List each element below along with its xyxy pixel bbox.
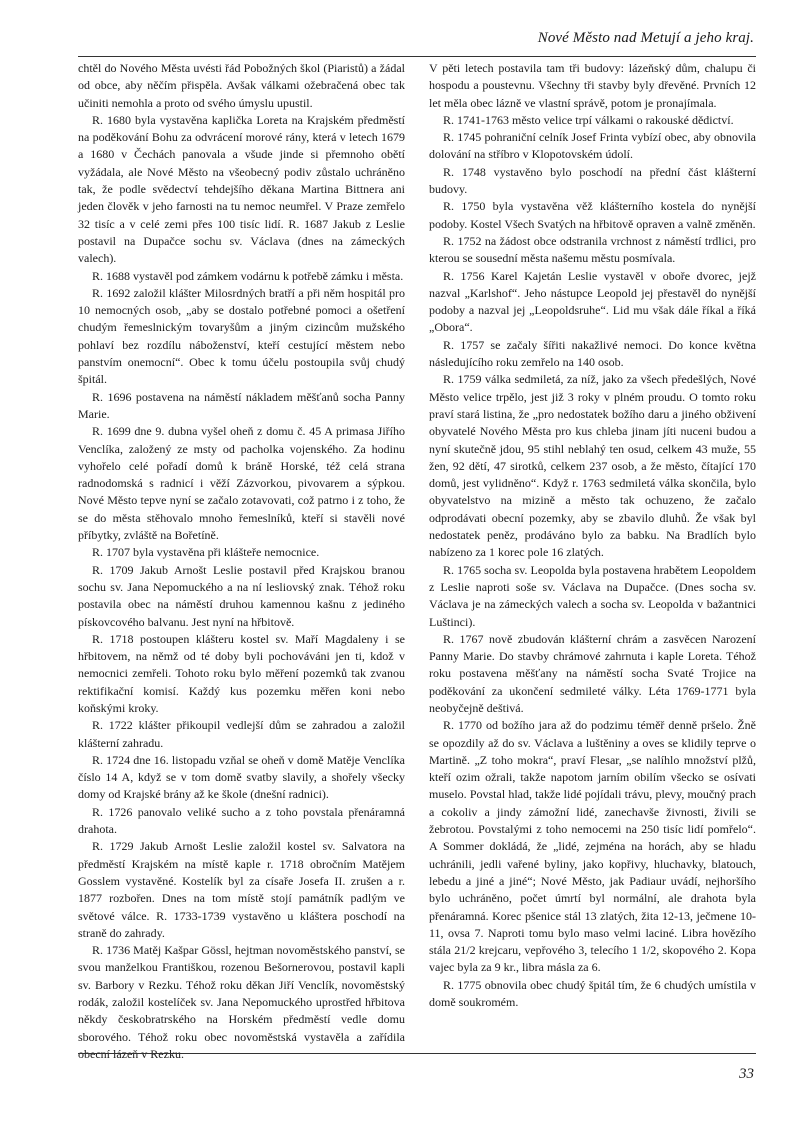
left-column — [78, 60, 405, 1050]
footer-rule — [78, 1053, 756, 1054]
paragraph: R. 1726 panovalo veliké sucho a z toho povstala přenáramná drahota. — [78, 804, 405, 837]
paragraph: chtěl do Nového Města uvésti řád Pobožných škol (Piaristů) a žádal od obce, aby něčím přispěla. Avšak válkami ožebračená obec tak učiniti nemohla a proto od svého úmyslu upustil. — [78, 61, 405, 110]
paragraph: R. 1718 postoupen klášteru kostel sv. Maří Magdaleny i se hřbitovem, na němž od té doby byli pochováváni jen ti, kdož v nemocnici zemřeli. Tohoto roku bylo měření pozemků tak zvanou rektifikační komisí. Každý kus pozemku měřen koni nebo koňskými kroky. — [78, 631, 405, 715]
paragraph: R. 1741-1763 město velice trpí válkami o rakouské dědictví. — [443, 112, 734, 127]
paragraph: R. 1745 pohraniční celník Josef Frinta vybízí obec, aby obnovila dolování na stříbro v Klopotovském údolí. — [429, 130, 756, 162]
paragraph: R. 1750 byla vystavěna věž klášterního kostela do nynější podoby. Kostel Všech Svatých na hřbitově opraven a valně změněn. — [429, 199, 756, 231]
paragraph: R. 1770 od božího jara až do podzimu téměř denně pršelo. Žně se opozdily až do sv. Václava a luštěniny a oves se klidily teprve o Martině. „Z toho mokra“, praví Flesar, „se nalíhlo množství plžů, kteří ozim ožrali, takže napotom jarním obilím všecko se osívati muselo. Povstal hlad, takže lidé pojídali trávu, plevy, moučný prach a cokoliv a jindy zámožní lidé, zanechavše živnosti, živili se žebrotou. Povstalými z toho nemocemi na 250 tisíc lidí pomřelo“. A Sommer dokládá, že „lidé, zejména na horách, aby se hladu uchránili, jedli vařené byliny, jako kopřivy, hluchavky, blatouch, lebedu a jiné a jiné“; Nové Město, jak Padiaur uvádí, nejhoršího bylo uchráněno, počet úmrtí byl normální, ale drahota byla přenáramná. Korec pšenice stál 13 zlatých, žita 12-13, ječmene 10-11, ovsa 7. Naproti tomu bylo maso velmi laciné. Libra hovězího stála 21/2 krejcaru, vepřového 3, telecího 1 1/2, skopového 2. Kopa vajec byla za 9 kr., libra másla za 6. — [429, 718, 756, 975]
paragraph: R. 1765 socha sv. Leopolda byla postavena hrabětem Leopoldem z Leslie naproti soše sv. Václava na Dupačce. (Dnes socha sv. Václava je na zámeckých valech a socha sv. Leopolda v bažantnici Luštinci). — [429, 562, 756, 629]
paragraph: R. 1688 vystavěl pod zámkem vodárnu k potřebě zámku i města. — [92, 268, 404, 283]
header-rule — [78, 56, 756, 57]
paragraph: R. 1692 založil klášter Milosrdných bratří a při něm hospitál pro 10 nemocných osob, „aby se dostalo potřebné pomoci a ošetření chudým řemeslnickým tovaryšům a jiným cizincům mužského pohlaví bez rozdílu náboženství, kteří cestující městem nebo panstvím onemocní“. Obec k tomu účelu postoupila svůj chudý špitál. — [78, 285, 405, 387]
paragraph: R. 1757 se začaly šířiti nakažlivé nemoci. Do konce května následujícího roku zemřelo na 140 osob. — [429, 337, 756, 370]
text-columns — [78, 60, 756, 1050]
paragraph: R. 1756 Karel Kajetán Leslie vystavěl v oboře dvorec, jejž nazval „Karlshof“. Jeho nástupce Leopold jej přestavěl do nynější podoby a nazval jej „Leopoldsruhe“. Lid mu však dále říkal a říká „Obora“. — [429, 268, 756, 335]
paragraph: R. 1680 byla vystavěna kaplička Loreta na Krajském předměstí na poděkování Bohu za odvrácení morové rány, která v letech 1679 a 1680 v Čechách panovala a všude jinde si přemnoho obětí vyžádala, ale Nové Město na všeobecný podiv zůstalo uchráněno tak, že podle svědectví tehdejšího děkana Martina Bittnera ani jeden člověk v jeho farnosti na tu nemoc neumřel. V Praze zemřelo 32 tisíc a v celé zemi přes 100 tisíc lidí. R. 1687 Jakub z Leslie postavil na Dupačce sochu sv. Václava (dnes na zámeckých valech). — [78, 112, 405, 266]
paragraph: R. 1696 postavena na náměstí nákladem měšťanů socha Panny Marie. — [78, 389, 405, 421]
paragraph: R. 1722 klášter přikoupil vedlejší dům se zahradou a založil klášterní zahradu. — [78, 718, 405, 750]
paragraph: R. 1752 na žádost obce odstranila vrchnost z náměstí trdlici, pro kterou se sousední města našemu městu posmívala. — [429, 233, 756, 266]
paragraph: R. 1759 válka sedmiletá, za níž, jako za všech předešlých, Nové Město velice trpělo, jest již 3 roky v plném proudu. O tomto roku praví stará listina, že „pro nedostatek božího daru a jiného obživení obyvatelé Nového Města pro kus chleba jinam jíti nuceni budou a nyní skutečně jdou, 95 stihl neblahý ten osud, celkem 43 muže, 55 žen, 92 dětí, 47 sirotků, celkem 237 osob, a že město, čítající 170 domů, jest vylidněno“. Když r. 1763 sedmiletá válka skončila, bylo obyvatelstvo na mizině a město tak ochuzeno, že začalo odprodávati obecní pozemky, aby se zbavilo dluhů. Že však byl nedostatek peněz, prodáváno bylo za babku. Na Bradlích bylo nabízeno za 1 korec pole 16 zlatých. — [429, 372, 756, 560]
paragraph: V pěti letech postavila tam tři budovy: lázeňský dům, chalupu či hospodu a poustevnu. Všechny tři stavby byly dřevěné. Prvních 12 let měla obec lázně ve vlastní správě, potom je pronajímala. — [429, 61, 756, 110]
paragraph: R. 1729 Jakub Arnošt Leslie založil kostel sv. Salvatora na předměstí Krajském na místě kaple r. 1718 obročním Matějem Gosslem vystavěné. Kostelík byl za císaře Josefa II. zrušen a r. 1877 rozbořen. Dnes na tom místě stojí památník padlým ve světové válce. R. 1733-1739 vystavěno u kláštera poschodí na straně do zahrady. — [78, 839, 405, 940]
right-column — [429, 60, 756, 1050]
paragraph: R. 1748 vystavěno bylo poschodí na přední část klášterní budovy. — [429, 164, 756, 197]
paragraph: R. 1699 dne 9. dubna vyšel oheň z domu č. 45 A primasa Jiřího Venclíka, založený ze msty od pacholka vojenského. Za hodinu vyhořelo celé pořadí domů k bráně Horské, též celá strana radnodomská s radnicí i věží Zázvorkou, pivovarem a sýpkou. Nové Město tepve nyní se začalo zotavovati, což patrno i z toho, že se do města stěhovalo mnoho řemeslníků, kteří si stavěli nové příbytky, zvláště na Bořetíně. — [78, 424, 405, 543]
paragraph: R. 1736 Matěj Kašpar Gössl, hejtman novoměstského panství, se svou manželkou Františkou, rozenou Bešornerovou, postavil kapli sv. Barbory v Rezku. Téhož roku děkan Jiří Venclík, novoměstský rodák, založil kostelíček sv. Jana Nepomuckého uprostřed hřbitova někdy českobratrského na Horském předměstí vedle domu sborového. Téhož roku obec novoměstská vystavěla a zařídila — [78, 943, 405, 1044]
page-header-title: Nové Město nad Metují a jeho kraj. — [537, 30, 754, 46]
page-number: 33 — [739, 1066, 754, 1082]
paragraph: R. 1724 dne 16. listopadu vzňal se oheň v domě Matěje Venclíka číslo 14 A, když se v tom domě svatby slavily, a shořely všecky domy od Krajské brány až ke škole (dnešní radnici). — [78, 752, 405, 802]
paragraph: R. 1767 nově zbudován klášterní chrám a zasvěcen Narození Panny Marie. Do stavby chrámové zahrnuta i kaple Loreta. Téhož roku postavena měšťany na náměstí socha Svaté Trojice na poděkování za ukončení sedmileté války. Léta 1769-1771 byla neobyčejně deštivá. — [429, 631, 756, 715]
paragraph: R. 1775 obnovila obec chudý špitál tím, že 6 chudých umístila v domě soukromém. — [429, 977, 756, 1010]
paragraph: R. 1709 Jakub Arnošt Leslie postavil před Krajskou branou sochu sv. Jana Nepomuckého a na ní lesliovský znak. Téhož roku postavila obec na náměstí druhou kamennou kašnu z jediného pískovcového balvanu. Jest nyní na hřbitově. — [78, 562, 405, 629]
paragraph: R. 1707 byla vystavěna při klášteře nemocnice. — [92, 545, 320, 560]
